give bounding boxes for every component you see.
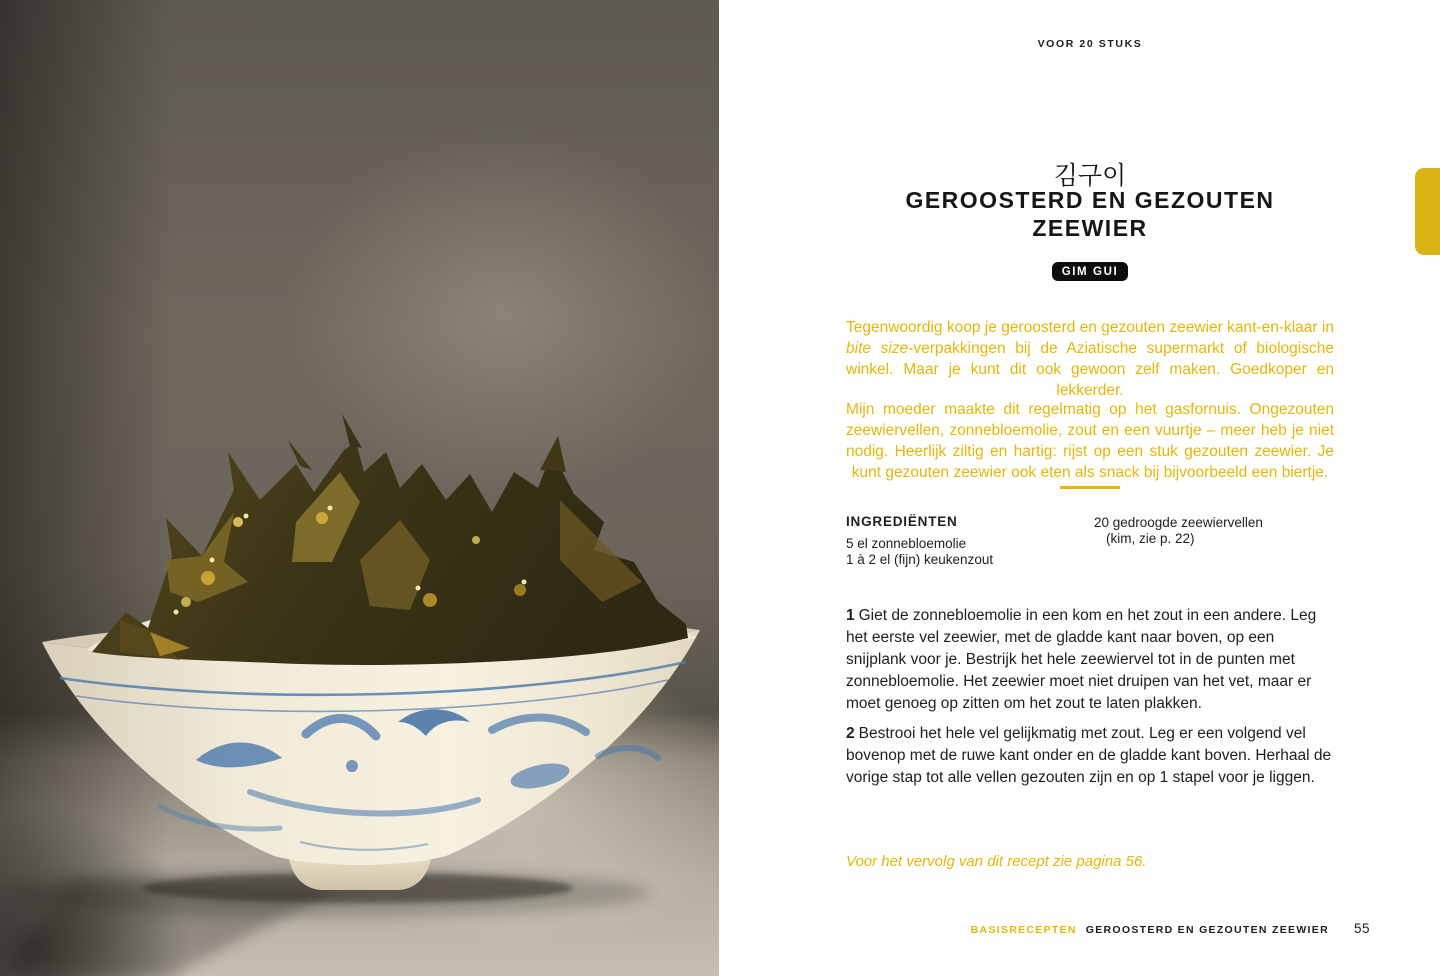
intro-1-pre: Tegenwoordig koop je geroosterd en gezouten zeewier kant-en-klaar in <box>846 318 1334 336</box>
page-footer <box>971 921 1370 936</box>
step-2-number: 2 <box>846 724 855 742</box>
ingredients-left-column <box>846 514 1094 568</box>
intro-paragraph-1 <box>846 317 1334 401</box>
gim-gui-badge: GIM GUI <box>1052 262 1129 281</box>
step-2-text: Bestrooi het hele vel gelijkmatig met zout. Leg er een volgend vel bovenop met de ruwe kant onder en de gladde kant boven. Herhaal de vorige stap tot alle vellen gezouten zijn en op 1 stapel voor je liggen. <box>846 724 1332 786</box>
footer-recipe-label: GEROOSTERD EN GEZOUTEN ZEEWIER <box>1085 924 1329 936</box>
recipe-title-line2: ZEEWIER <box>1032 215 1148 241</box>
step-1-text: Giet de zonnebloemolie in een kom en het zout in een andere. Leg het eerste vel zeewier, met de gladde kant naar boven, op een snijplank voor je. Bestrijk het hele zeewiervel tot in de punten met zonnebloemolie. Het zeewier moet niet druipen van het vet, maar er moet genoeg op zitten om het zout te laten plakken. <box>846 606 1317 712</box>
ingredient-item: 20 gedroogde zeewiervellen <box>1094 515 1263 530</box>
yield-label: VOOR 20 STUKS <box>1037 38 1143 50</box>
recipe-content <box>846 0 1334 976</box>
intro-1-post: -verpakkingen bij de Aziatische supermarkt of biologische winkel. Maar je kunt dit ook gewoon zelf maken. Goedkoper en lekkerder. <box>846 339 1334 399</box>
intro-1-italic: bite size <box>846 339 909 357</box>
ingredients-heading: INGREDIËNTEN <box>846 514 958 529</box>
chapter-tab <box>1415 168 1440 255</box>
ingredients-right-column <box>1094 514 1263 568</box>
bowl-illustration <box>0 0 719 976</box>
step-1-number: 1 <box>846 606 855 624</box>
footer-section-label: BASISRECEPTEN <box>970 924 1077 936</box>
page-number: 55 <box>1353 921 1370 936</box>
ingredient-item-continuation: (kim, zie p. 22) <box>1106 531 1195 546</box>
step-1 <box>846 605 1334 715</box>
section-divider <box>1060 486 1120 489</box>
continuation-note: Voor het vervolg van dit recept zie pagina 56. <box>846 853 1147 870</box>
korean-title: 김구이 <box>1053 162 1127 190</box>
recipe-page <box>719 0 1440 976</box>
recipe-title-line1: GEROOSTERD EN GEZOUTEN <box>905 187 1275 213</box>
intro-paragraph-2: Mijn moeder maakte dit regelmatig op het gasfornuis. Ongezouten zeewiervellen, zonnebloemolie, zout en een vuurtje – meer heb je niet nodig. Heerlijk ziltig en hartig: rijst op een stuk gezouten zeewier. Je kunt gezouten zeewier ook eten als snack bij bijvoorbeeld een biertje. <box>846 400 1334 481</box>
ingredients-section <box>846 514 1334 568</box>
badge-row <box>846 262 1334 281</box>
seaweed <box>92 414 688 665</box>
recipe-title <box>846 186 1334 242</box>
ingredient-item: 5 el zonnebloemolie <box>846 536 967 551</box>
food-photo <box>0 0 719 976</box>
step-2 <box>846 723 1334 789</box>
ingredient-item: 1 à 2 el (fijn) keukenzout <box>846 552 994 567</box>
